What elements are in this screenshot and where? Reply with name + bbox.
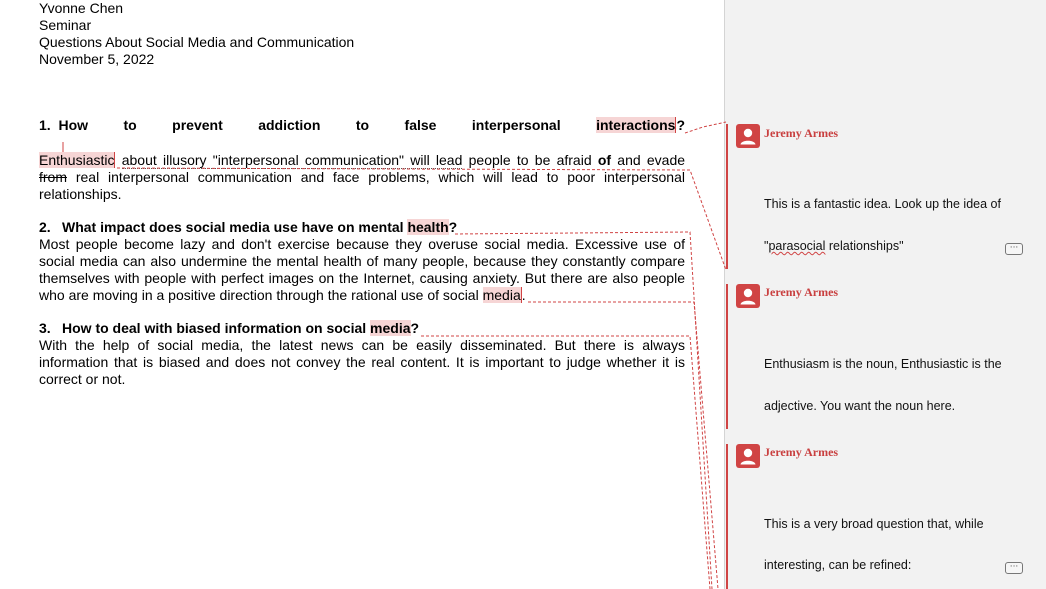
comment-card-1[interactable] [726, 124, 1046, 269]
heading-word: interpersonal [471, 117, 561, 133]
comment-anchor-enthusiastic[interactable]: Enthusiastic [39, 152, 115, 168]
comment-text-line: This is a very broad question that, while [764, 517, 984, 531]
user-avatar-icon [736, 124, 760, 148]
heading-word: to [123, 117, 137, 133]
comment-text-line: interesting, can be refined: [764, 558, 912, 572]
heading-text: How to deal with biased information on social [62, 320, 367, 336]
body-text: Most people become lazy and don't exercise because they overuse social media. Excessive use of social media can also undermine the mental health of many people, because they constantly compare themselves with people with perfect images on the Internet, causing anxiety. But there are also people who are moving in a positive direction through the rational use of social [39, 236, 685, 303]
comment-anchor-media-1[interactable]: media [482, 287, 521, 303]
heading-text: What impact does social media use have on mental [62, 219, 404, 235]
section-3-number: 3. [39, 320, 51, 336]
more-options-icon[interactable]: ··· [1005, 562, 1023, 574]
section-1-body [39, 152, 685, 203]
heading-word: addiction [258, 117, 321, 133]
comment-anchor-media-2[interactable]: media [370, 320, 411, 336]
comment-author: Jeremy Armes [764, 445, 839, 459]
course-name: Seminar [39, 17, 92, 33]
comment-text-line: This is a fantastic idea. Look up the idea of [764, 197, 1001, 211]
comment-text: relationships" [825, 239, 904, 253]
comment-card-2[interactable] [726, 284, 1046, 429]
heading-word: false [404, 117, 437, 133]
user-avatar-icon [736, 444, 760, 468]
comment-author: Jeremy Armes [764, 126, 839, 140]
author-name: Yvonne Chen [39, 0, 124, 16]
body-punct: . [521, 287, 526, 303]
section-2-body [39, 236, 685, 304]
comment-text-line [764, 239, 904, 253]
heading-word: How [58, 117, 89, 133]
more-options-icon[interactable]: ··· [1005, 243, 1023, 255]
document-date: November 5, 2022 [39, 51, 155, 67]
heading-word: to [355, 117, 370, 133]
section-2-number: 2. [39, 219, 51, 235]
comment-author: Jeremy Armes [764, 285, 839, 299]
comment-anchor-interactions[interactable]: interactions [596, 117, 676, 133]
spellcheck-word[interactable]: parasocial [768, 239, 826, 253]
body-bold-word: of [597, 152, 612, 168]
section-3-body: With the help of social media, the latest news can be easily disseminated. But there is always information that is biased and does not convey the real content. It is important to judge whether it is correct or not. [39, 337, 685, 387]
heading-punct: ? [448, 219, 458, 235]
comment-text: " [764, 239, 769, 253]
body-text: people to be afraid [468, 152, 592, 168]
comment-card-3[interactable] [726, 444, 1046, 589]
tracked-change-deletion[interactable]: from [39, 169, 67, 185]
body-text: and evade [617, 152, 686, 168]
section-3-heading [39, 320, 419, 337]
section-1-number: 1. [39, 117, 51, 133]
heading-word: prevent [172, 117, 223, 133]
document-title: Questions About Social Media and Communication [39, 34, 355, 50]
body-text: real interpersonal communication and face problems, which will lead to poor interpersonal relationships. [39, 169, 685, 202]
section-1-heading [39, 117, 685, 134]
tracked-change-insert[interactable]: about illusory "interpersonal communication" will lead [121, 152, 463, 168]
user-avatar-icon [736, 284, 760, 308]
comment-text-line: adjective. You want the noun here. [764, 399, 956, 413]
section-1-number-word [39, 117, 88, 134]
comment-anchor-health[interactable]: health [407, 219, 449, 235]
heading-punct: ? [676, 117, 685, 133]
heading-punct: ? [410, 320, 420, 336]
comment-text-line: Enthusiasm is the noun, Enthusiastic is the [764, 357, 1002, 371]
section-2-heading [39, 219, 457, 236]
